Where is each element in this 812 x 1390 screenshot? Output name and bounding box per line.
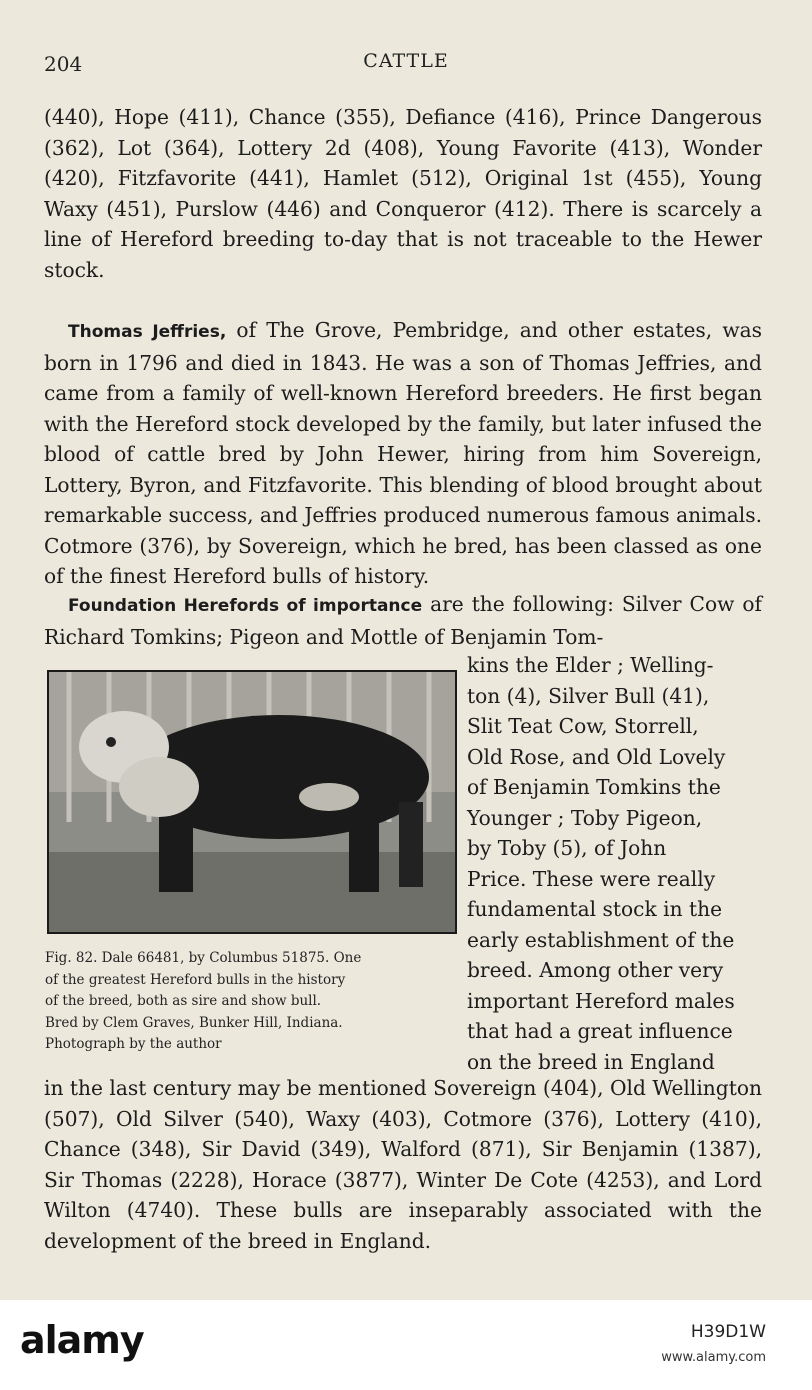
caption-line: Fig. 82. Dale 66481, by Columbus 51875. One (45, 950, 362, 966)
paragraph-hewer-stock: (440), Hope (411), Chance (355), Defiance (416), Prince Dangerous (362), Lot (364), Lottery 2d (408), Young Favorite (413), Wonder (420), Fitzfavorite (441), Hamlet (512), Original 1st (455), Young Waxy (451), Purslow (446) and Conqueror (412). There is scarcely a line of Hereford breeding to-day that is not traceable to the Hewer stock. (44, 105, 762, 282)
wrapped-line: important Hereford males (467, 988, 735, 1013)
wrapped-line: fundamental stock in the (467, 897, 723, 921)
watermark-url: www.alamy.com (661, 1350, 766, 1365)
paragraph-text: are the following: Silver Cow of Richard Tomkins; Pigeon and Mottle of Benjamin Tom- (44, 592, 762, 649)
wrapped-line: early establishment of the (467, 927, 735, 952)
caption-line: of the greatest Hereford bulls in the history (45, 971, 346, 988)
wrapped-line: on the breed in England (467, 1049, 715, 1074)
wrapped-line: that had a great influence (467, 1019, 733, 1043)
wrapped-line: Younger ; Toby Pigeon, (467, 805, 703, 830)
wrapped-line: ton (4), Silver Bull (41), (467, 683, 710, 708)
image-id: H39D1W (690, 1322, 766, 1342)
wrapped-line: of Benjamin Tomkins the (467, 775, 721, 799)
paragraph-lead: Foundation Herefords of importance (68, 596, 423, 616)
running-title: CATTLE (363, 50, 449, 72)
wrapped-line: breed. Among other very (467, 958, 724, 982)
paragraph-foundation-herefords (44, 589, 762, 652)
wrapped-line: Price. These were really (467, 866, 716, 891)
wrapped-line: by Toby (5), of John (467, 836, 667, 860)
paragraph-text: of The Grove, Pembridge, and other estates, was born in 1796 and died in 1843. He was a son of Thomas Jeffries, and came from a family of well-known Hereford breeders. He first began with the Hereford stock developed by the family, but later infused the blood of cattle bred by John Hewer, hiring from him Sovereign, Lottery, Byron, and Fitzfavorite. This blending of blood brought about remarkable success, and Jeffries produced numerous famous animals. Cotmore (376), by Sovereign, which he bred, has been classed as one of the finest Hereford bulls of history. (44, 318, 762, 588)
paragraph-lead: Thomas Jeffries, (68, 322, 227, 342)
caption-line: Bred by Clem Graves, Bunker Hill, Indiana. (45, 1014, 343, 1031)
bull-illustration (49, 672, 455, 932)
bull-photograph (47, 670, 457, 934)
paragraph-thomas-jeffries (44, 315, 762, 592)
wrapped-line: Old Rose, and Old Lovely (467, 744, 726, 769)
wrapped-line: Slit Teat Cow, Storrell, (467, 714, 699, 738)
figure-caption (45, 948, 465, 1056)
caption-line: of the breed, both as sire and show bull. (45, 993, 322, 1009)
paragraph-important-males: in the last century may be mentioned Sovereign (404), Old Wellington (507), Old Silver (540), Waxy (403), Cotmore (376), Lottery (410), Chance (348), Sir David (349), Walford (871), Sir Benjamin (1387), Sir Thomas (2228), Horace (3877), Winter De Cote (4253), and Lord Wilton (4740). These bulls are inseparably associated with the development of the breed in England. (44, 1076, 762, 1253)
wrapped-line: kins the Elder ; Welling- (467, 653, 714, 677)
alamy-logo: alamy (20, 1318, 144, 1362)
caption-line: Photograph by the author (45, 1036, 222, 1052)
page-number: 204 (44, 52, 83, 76)
wrapped-text-column (467, 650, 763, 1077)
